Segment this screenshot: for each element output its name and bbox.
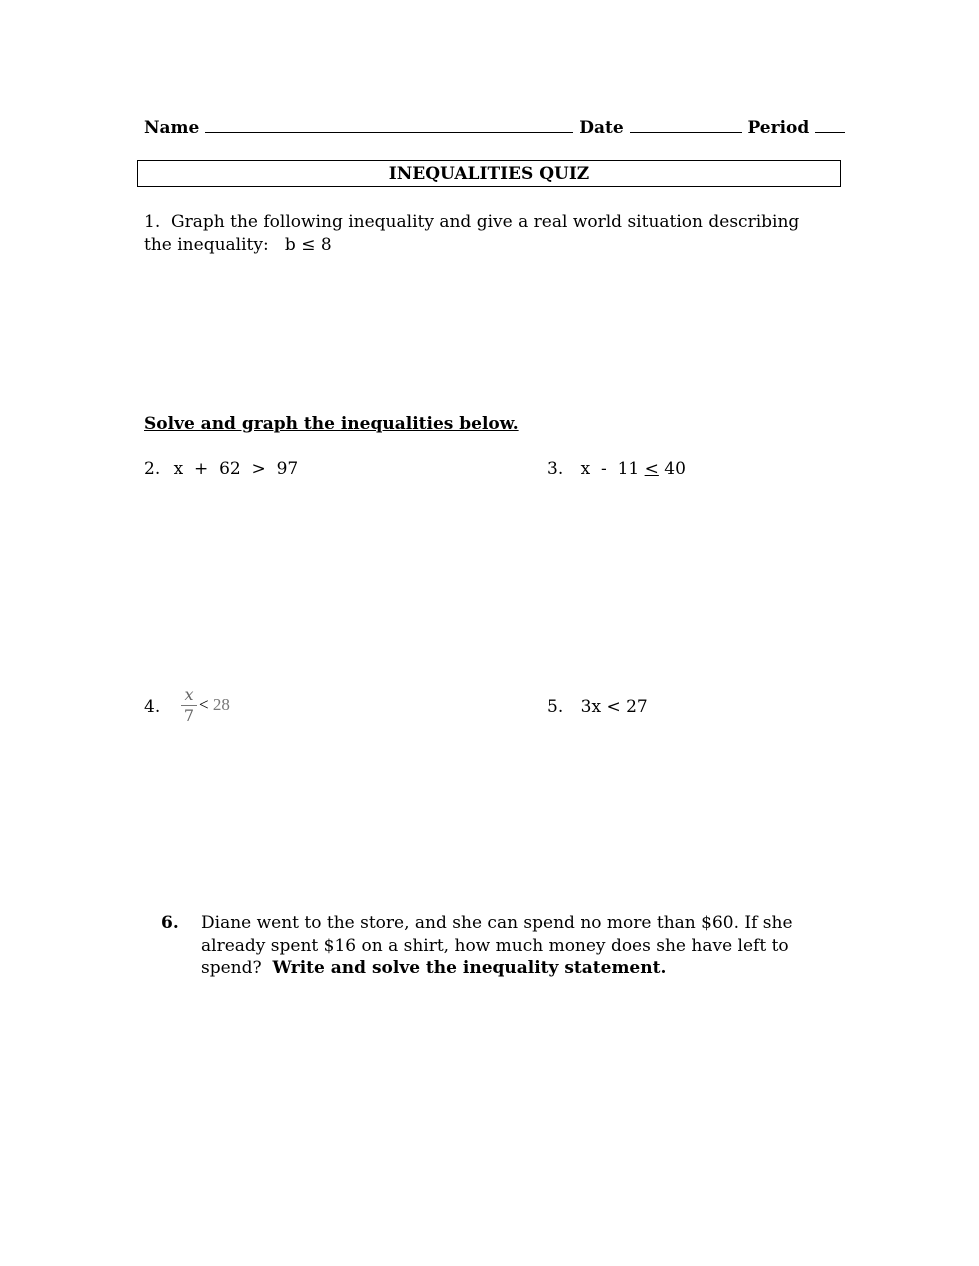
question-1-number: 1. (144, 212, 161, 232)
problem-3-expression-right: 40 (658, 459, 686, 479)
quiz-title: INEQUALITIES QUIZ (137, 160, 841, 187)
question-6-number: 6. (161, 913, 179, 933)
problem-3-number: 3. (547, 459, 564, 479)
problem-4-rest (199, 694, 230, 716)
problem-4-rest-symbol: < (199, 695, 209, 714)
name-blank[interactable] (205, 116, 573, 133)
problem-5-number: 5. (547, 697, 564, 717)
problem-4-number: 4. (144, 697, 161, 717)
problem-5-expression: 3x < 27 (580, 697, 648, 717)
question-1 (144, 211, 824, 257)
question-1-expression: b ≤ 8 (284, 235, 332, 255)
question-6 (201, 912, 831, 980)
date-label: Date (579, 118, 624, 138)
problem-4-rest-value: 28 (212, 695, 230, 714)
problem-5 (547, 696, 648, 718)
question-6-text: Diane went to the store, and she can spend no more than $60. If she already spent $16 on a shirt, how much money does she have left to spend? (201, 913, 793, 978)
section-heading: Solve and graph the inequalities below. (144, 414, 519, 434)
problem-3 (547, 458, 686, 480)
name-label: Name (144, 118, 200, 138)
question-1-text: Graph the following inequality and give a real world situation describing the inequality: (144, 212, 800, 255)
problem-3-expression-left: x - 11 (580, 459, 645, 479)
period-label: Period (747, 118, 810, 138)
problem-2-number: 2. (144, 459, 161, 479)
student-info-line (144, 116, 844, 139)
date-blank[interactable] (630, 116, 742, 133)
question-6-instruction: Write and solve the inequality statement. (272, 958, 667, 978)
period-blank[interactable] (815, 116, 845, 133)
problem-4-denominator: 7 (183, 706, 195, 725)
problem-4-fraction (181, 686, 197, 725)
problem-3-symbol: < (644, 459, 659, 479)
problem-2 (144, 458, 298, 480)
problem-4-numerator: x (184, 685, 194, 704)
problem-2-expression: x + 62 > 97 (173, 459, 299, 479)
